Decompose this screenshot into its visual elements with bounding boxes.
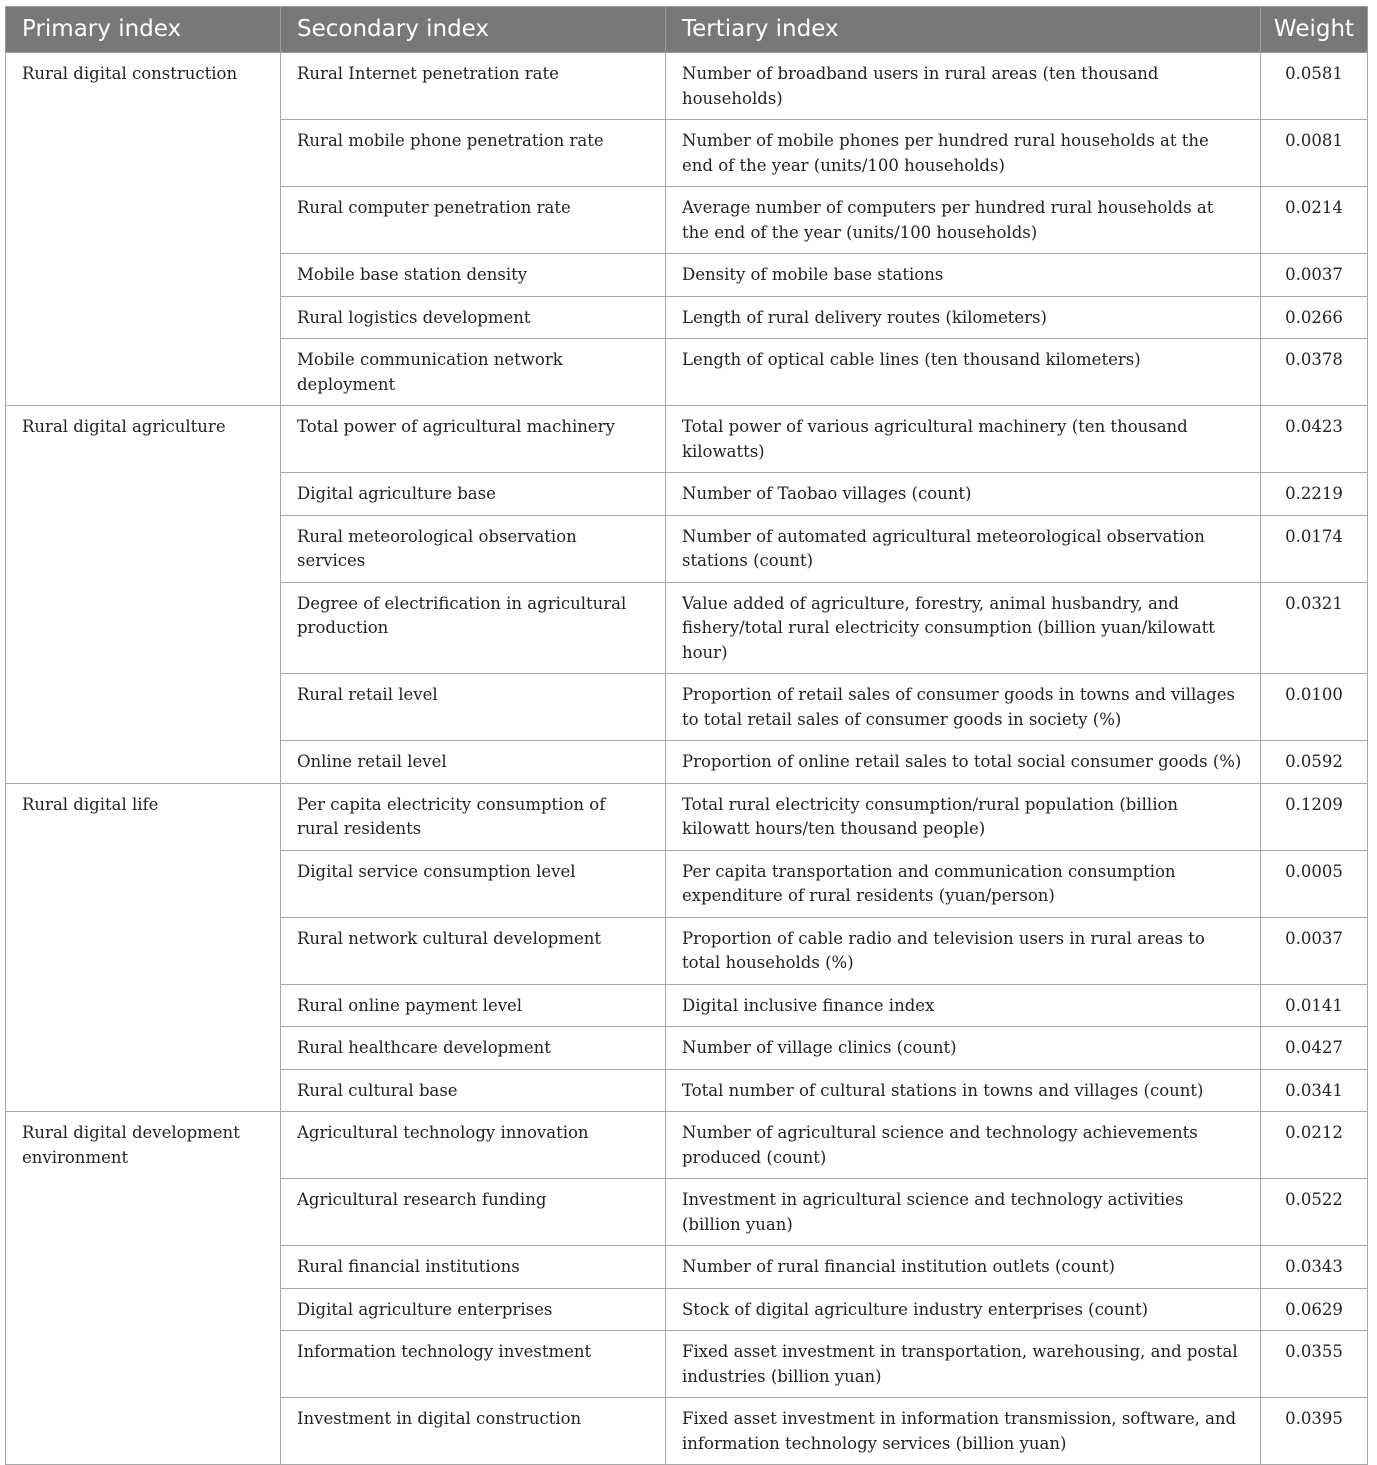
tertiary-index-cell: Length of rural delivery routes (kilometers) (666, 296, 1261, 339)
weight-cell: 0.0212 (1261, 1112, 1368, 1179)
tertiary-index-cell: Proportion of online retail sales to total social consumer goods (%) (666, 741, 1261, 784)
weight-cell: 0.0321 (1261, 582, 1368, 674)
tertiary-index-cell: Total number of cultural stations in towns and villages (count) (666, 1069, 1261, 1112)
tertiary-index-cell: Density of mobile base stations (666, 254, 1261, 297)
weight-cell: 0.2219 (1261, 473, 1368, 516)
secondary-index-cell: Information technology investment (281, 1331, 666, 1398)
tertiary-index-cell: Proportion of retail sales of consumer goods in towns and villages to total retail sales of consumer goods in society (%) (666, 674, 1261, 741)
weight-cell: 0.0141 (1261, 984, 1368, 1027)
table-header (6, 7, 1368, 53)
header-primary-index: Primary index (6, 7, 281, 53)
header-tertiary-index: Tertiary index (666, 7, 1261, 53)
table-row (6, 1112, 1368, 1179)
weight-cell: 0.0266 (1261, 296, 1368, 339)
weight-cell: 0.0427 (1261, 1027, 1368, 1070)
weight-cell: 0.0423 (1261, 406, 1368, 473)
secondary-index-cell: Digital agriculture enterprises (281, 1288, 666, 1331)
secondary-index-cell: Investment in digital construction (281, 1398, 666, 1465)
weight-cell: 0.0037 (1261, 917, 1368, 984)
secondary-index-cell: Rural healthcare development (281, 1027, 666, 1070)
tertiary-index-cell: Number of mobile phones per hundred rural households at the end of the year (units/100 households) (666, 120, 1261, 187)
secondary-index-cell: Rural financial institutions (281, 1246, 666, 1289)
tertiary-index-cell: Number of agricultural science and technology achievements produced (count) (666, 1112, 1261, 1179)
secondary-index-cell: Rural online payment level (281, 984, 666, 1027)
weight-cell: 0.0629 (1261, 1288, 1368, 1331)
tertiary-index-cell: Digital inclusive finance index (666, 984, 1261, 1027)
weight-cell: 0.0174 (1261, 515, 1368, 582)
tertiary-index-cell: Average number of computers per hundred rural households at the end of the year (units/100 households) (666, 187, 1261, 254)
secondary-index-cell: Rural retail level (281, 674, 666, 741)
table-row (6, 53, 1368, 120)
weight-cell: 0.1209 (1261, 783, 1368, 850)
weight-cell: 0.0395 (1261, 1398, 1368, 1465)
header-secondary-index: Secondary index (281, 7, 666, 53)
secondary-index-cell: Total power of agricultural machinery (281, 406, 666, 473)
weight-cell: 0.0343 (1261, 1246, 1368, 1289)
tertiary-index-cell: Fixed asset investment in information transmission, software, and information technology services (billion yuan) (666, 1398, 1261, 1465)
secondary-index-cell: Rural computer penetration rate (281, 187, 666, 254)
secondary-index-cell: Agricultural technology innovation (281, 1112, 666, 1179)
secondary-index-cell: Per capita electricity consumption of rural residents (281, 783, 666, 850)
secondary-index-cell: Rural meteorological observation services (281, 515, 666, 582)
table-row (6, 783, 1368, 850)
secondary-index-cell: Rural network cultural development (281, 917, 666, 984)
header-weight: Weight (1261, 7, 1368, 53)
tertiary-index-cell: Total rural electricity consumption/rural population (billion kilowatt hours/ten thousand people) (666, 783, 1261, 850)
tertiary-index-cell: Fixed asset investment in transportation, warehousing, and postal industries (billion yuan) (666, 1331, 1261, 1398)
tertiary-index-cell: Investment in agricultural science and technology activities (billion yuan) (666, 1179, 1261, 1246)
secondary-index-cell: Mobile communication network deployment (281, 339, 666, 406)
weight-cell: 0.0341 (1261, 1069, 1368, 1112)
table-body (6, 53, 1368, 1465)
weight-cell: 0.0214 (1261, 187, 1368, 254)
weight-cell: 0.0378 (1261, 339, 1368, 406)
secondary-index-cell: Digital service consumption level (281, 850, 666, 917)
weight-cell: 0.0037 (1261, 254, 1368, 297)
tertiary-index-cell: Number of Taobao villages (count) (666, 473, 1261, 516)
weight-cell: 0.0005 (1261, 850, 1368, 917)
tertiary-index-cell: Number of broadband users in rural areas (ten thousand households) (666, 53, 1261, 120)
tertiary-index-cell: Length of optical cable lines (ten thousand kilometers) (666, 339, 1261, 406)
weight-cell: 0.0581 (1261, 53, 1368, 120)
secondary-index-cell: Rural cultural base (281, 1069, 666, 1112)
weight-cell: 0.0592 (1261, 741, 1368, 784)
primary-index-cell: Rural digital agriculture (6, 406, 281, 784)
secondary-index-cell: Rural logistics development (281, 296, 666, 339)
header-row (6, 7, 1368, 53)
tertiary-index-cell: Total power of various agricultural machinery (ten thousand kilowatts) (666, 406, 1261, 473)
table-row (6, 406, 1368, 473)
weight-cell: 0.0522 (1261, 1179, 1368, 1246)
secondary-index-cell: Online retail level (281, 741, 666, 784)
weight-cell: 0.0100 (1261, 674, 1368, 741)
primary-index-cell: Rural digital development environment (6, 1112, 281, 1465)
secondary-index-cell: Rural mobile phone penetration rate (281, 120, 666, 187)
weight-cell: 0.0355 (1261, 1331, 1368, 1398)
secondary-index-cell: Mobile base station density (281, 254, 666, 297)
tertiary-index-cell: Proportion of cable radio and television users in rural areas to total households (%) (666, 917, 1261, 984)
secondary-index-cell: Agricultural research funding (281, 1179, 666, 1246)
weight-cell: 0.0081 (1261, 120, 1368, 187)
tertiary-index-cell: Number of village clinics (count) (666, 1027, 1261, 1070)
index-weight-table (5, 6, 1368, 1465)
primary-index-cell: Rural digital life (6, 783, 281, 1112)
secondary-index-cell: Degree of electrification in agricultural production (281, 582, 666, 674)
tertiary-index-cell: Stock of digital agriculture industry enterprises (count) (666, 1288, 1261, 1331)
secondary-index-cell: Rural Internet penetration rate (281, 53, 666, 120)
tertiary-index-cell: Number of rural financial institution outlets (count) (666, 1246, 1261, 1289)
tertiary-index-cell: Value added of agriculture, forestry, animal husbandry, and fishery/total rural electricity consumption (billion yuan/kilowatt hour) (666, 582, 1261, 674)
tertiary-index-cell: Number of automated agricultural meteorological observation stations (count) (666, 515, 1261, 582)
primary-index-cell: Rural digital construction (6, 53, 281, 406)
tertiary-index-cell: Per capita transportation and communication consumption expenditure of rural residents (yuan/person) (666, 850, 1261, 917)
secondary-index-cell: Digital agriculture base (281, 473, 666, 516)
